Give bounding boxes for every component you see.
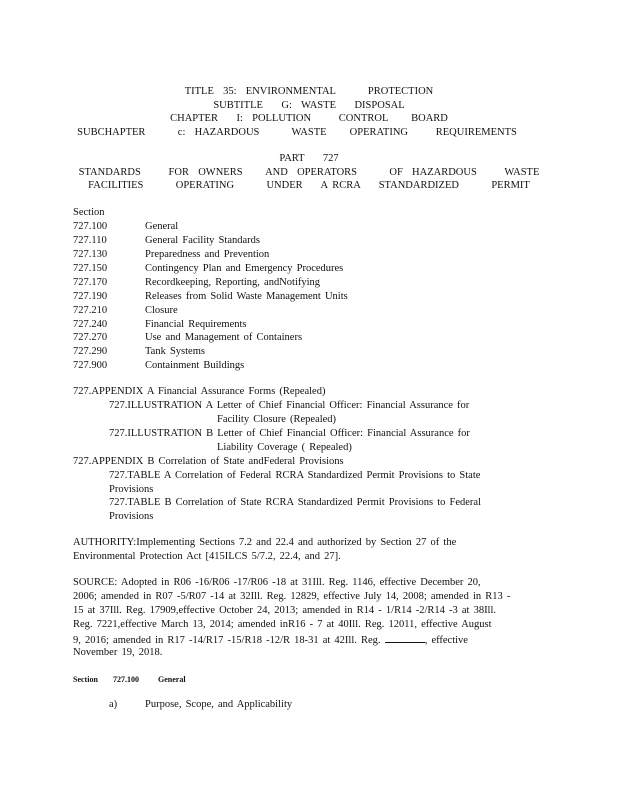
toc-label: Use and Management of Containers <box>145 332 303 343</box>
register-blank-line <box>385 633 425 643</box>
source-line-3: 15 at 37Ill. Reg. 17909,effective October 24, 2013; amended in R14 - 1/R14 -2/R14 -3 at 38Ill. <box>73 605 497 616</box>
part-title-line-2: FACILITIES OPERATING UNDER A RCRA STANDARDIZED PERMIT <box>88 180 530 191</box>
toc-number: 727.170 <box>73 277 108 288</box>
section-header-label: Section <box>73 675 98 684</box>
source-line-5 <box>73 633 468 646</box>
subtitle-line: SUBTITLE G: WASTE DISPOSAL <box>213 100 405 111</box>
chapter-line: CHAPTER I: POLLUTION CONTROL BOARD <box>170 113 448 124</box>
toc-number: 727.900 <box>73 360 108 371</box>
subchapter-line: SUBCHAPTER c: HAZARDOUS WASTE OPERATING REQUIREMENTS <box>77 127 517 138</box>
illustration-b-entry: 727.ILLUSTRATION B Letter of Chief Financial Officer: Financial Assurance for <box>109 428 470 439</box>
subsection-title: Purpose, Scope, and Applicability <box>145 699 293 710</box>
appendix-a-entry: 727.APPENDIX A Financial Assurance Forms (Repealed) <box>73 386 326 397</box>
source-line-2: 2006; amended in R07 -5/R07 -14 at 32Ill. Reg. 12829, effective July 14, 2008; amended in R13 - <box>73 591 511 602</box>
illustration-b-continuation: Liability Coverage ( Repealed) <box>217 442 352 453</box>
toc-label: Recordkeeping, Reporting, andNotifying <box>145 277 321 288</box>
toc-number: 727.190 <box>73 291 108 302</box>
part-title-line-1: STANDARDS FOR OWNERS AND OPERATORS OF HAZARDOUS WASTE <box>78 167 540 178</box>
toc-number: 727.290 <box>73 346 108 357</box>
table-a-entry: 727.TABLE A Correlation of Federal RCRA Standardized Permit Provisions to State <box>109 470 481 481</box>
illustration-a-entry: 727.ILLUSTRATION A Letter of Chief Financial Officer: Financial Assurance for <box>109 400 470 411</box>
table-b-entry: 727.TABLE B Correlation of State RCRA Standardized Permit Provisions to Federal <box>109 497 481 508</box>
title-line: TITLE 35: ENVIRONMENTAL PROTECTION <box>184 86 434 97</box>
table-b-continuation: Provisions <box>109 511 154 522</box>
toc-label: Financial Requirements <box>145 319 247 330</box>
toc-label: General Facility Standards <box>145 235 260 246</box>
toc-label: Preparedness and Prevention <box>145 249 270 260</box>
authority-line-2: Environmental Protection Act [415ILCS 5/7.2, 22.4, and 27]. <box>73 551 341 562</box>
toc-number: 727.100 <box>73 221 108 232</box>
authority-line-1: AUTHORITY:Implementing Sections 7.2 and 22.4 and authorized by Section 27 of the <box>73 537 457 548</box>
table-a-continuation: Provisions <box>109 484 154 495</box>
toc-number: 727.270 <box>73 332 108 343</box>
toc-number: 727.240 <box>73 319 108 330</box>
toc-label: Tank Systems <box>145 346 205 357</box>
toc-label: Closure <box>145 305 178 316</box>
toc-label: Containment Buildings <box>145 360 245 371</box>
source-line-5-text: 9, 2016; amended in R17 -14/R17 -15/R18 -12/R 18-31 at 42Ill. Reg. <box>73 635 381 646</box>
section-header-title: General <box>158 675 186 684</box>
toc-number: 727.110 <box>73 235 107 246</box>
toc-number: 727.130 <box>73 249 108 260</box>
source-line-6: November 19, 2018. <box>73 647 163 658</box>
toc-label: Releases from Solid Waste Management Units <box>145 291 348 302</box>
toc-section-label: Section <box>73 207 105 218</box>
appendix-b-entry: 727.APPENDIX B Correlation of State andFederal Provisions <box>73 456 344 467</box>
source-line-4: Reg. 7221,effective March 13, 2014; amended inR16 - 7 at 40Ill. Reg. 12011, effective August <box>73 619 492 630</box>
part-line: PART 727 <box>279 153 339 164</box>
toc-number: 727.150 <box>73 263 108 274</box>
source-line-5-tail: , effective <box>424 635 468 646</box>
toc-label: General <box>145 221 179 232</box>
illustration-a-continuation: Facility Closure (Repealed) <box>217 414 337 425</box>
toc-label: Contingency Plan and Emergency Procedures <box>145 263 344 274</box>
section-header-number: 727.100 <box>113 675 139 684</box>
subsection-marker: a) <box>109 699 118 710</box>
toc-number: 727.210 <box>73 305 108 316</box>
source-line-1: SOURCE: Adopted in R06 -16/R06 -17/R06 -18 at 31Ill. Reg. 1146, effective December 20, <box>73 577 481 588</box>
